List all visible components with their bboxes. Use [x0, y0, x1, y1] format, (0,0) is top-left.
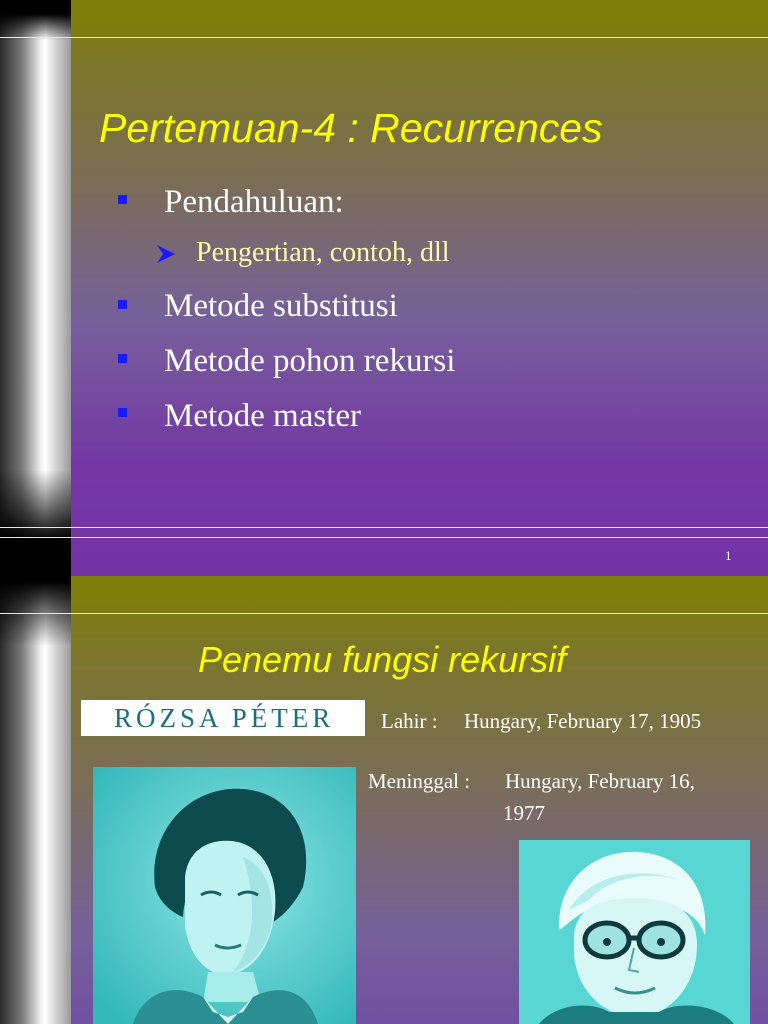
slide-title: Pertemuan-4 : Recurrences [99, 105, 603, 151]
bullet-marker-icon [118, 408, 127, 417]
bullet-marker-icon [118, 354, 127, 363]
bullet-item: Metode master [164, 398, 362, 434]
portrait-young-photo [93, 767, 356, 1024]
bullet-marker-icon [118, 300, 127, 309]
bottom-divider-line [0, 527, 768, 528]
born-value: Hungary, February 17, 1905 [464, 709, 702, 733]
bullet-item: Pendahuluan: [164, 184, 344, 220]
top-divider-line [0, 613, 768, 614]
died-value-year: 1977 [503, 801, 545, 825]
portrait-older-photo [519, 840, 750, 1024]
slide-title: Penemu fungsi rekursif [198, 639, 567, 680]
slide-sidebar-gradient [0, 576, 71, 1024]
slide-sidebar-gradient [0, 0, 71, 576]
born-label: Lahir : [381, 709, 438, 733]
bullet-marker-icon [118, 195, 127, 204]
top-divider-line [0, 37, 768, 38]
died-label: Meninggal : [368, 769, 471, 793]
died-value: Hungary, February 16, [505, 769, 695, 793]
bottom-divider-line-2 [0, 537, 768, 538]
slide-2 [0, 576, 768, 1024]
bullet-item: Metode pohon rekursi [164, 343, 456, 379]
name-banner: RÓZSA PÉTER [81, 700, 365, 736]
page-number: 1 [725, 548, 732, 563]
sub-bullet-item: Pengertian, contoh, dll [196, 237, 450, 268]
arrow-bullet-icon [154, 242, 178, 266]
bullet-item: Metode substitusi [164, 288, 398, 324]
